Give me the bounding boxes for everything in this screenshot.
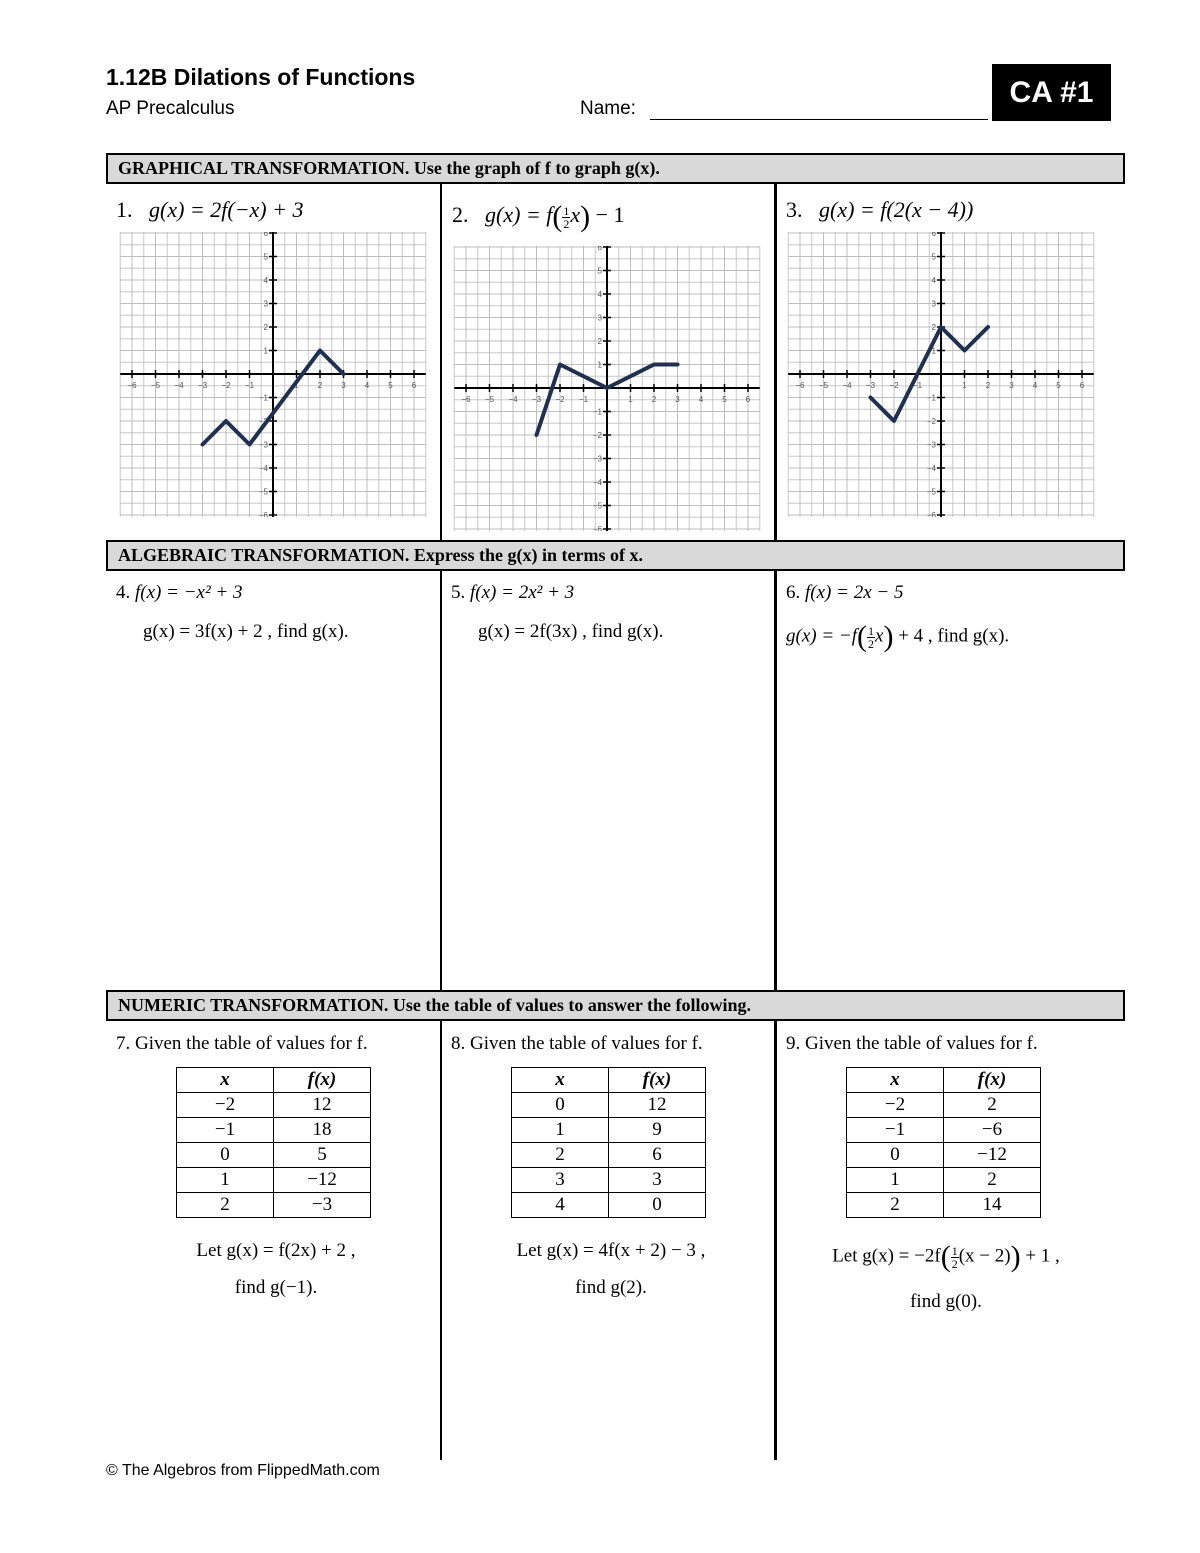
table-header-row [847, 1068, 1041, 1093]
column-divider [774, 182, 777, 540]
x-tick-label: 6 [1079, 381, 1085, 390]
y-tick-label: −2 [592, 431, 602, 440]
y-tick-label: 2 [597, 337, 602, 346]
y-tick-label: 6 [597, 246, 602, 252]
name-label: Name: [580, 98, 636, 119]
table-header-cell: x [847, 1068, 944, 1093]
table-header-cell: x [512, 1068, 609, 1093]
x-tick-label: −1 [578, 395, 589, 404]
y-tick-label: −2 [258, 417, 268, 426]
table-cell: 14 [944, 1193, 1041, 1218]
fraction: $\frac{1}{2}$ [951, 1243, 958, 1271]
values-table-7 [176, 1067, 371, 1218]
table-cell: 1 [847, 1168, 944, 1193]
y-tick-label: 4 [931, 276, 936, 285]
column-divider [774, 569, 777, 990]
x-tick-label: 3 [1009, 381, 1014, 390]
table-row [177, 1118, 371, 1143]
equation-part: x [875, 625, 884, 647]
table-cell: 1 [177, 1168, 274, 1193]
y-tick-label: −4 [926, 464, 936, 473]
problem-5 [451, 582, 574, 604]
table-header-cell: f(x) [609, 1068, 706, 1093]
y-tick-label: −5 [258, 487, 268, 497]
table-cell: 9 [609, 1118, 706, 1143]
problem-text: Given the table of values for f. [470, 1033, 703, 1054]
table-cell: 2 [944, 1093, 1041, 1118]
y-tick-label: 6 [931, 232, 936, 238]
table-cell: −2 [847, 1093, 944, 1118]
table-cell: −12 [944, 1143, 1041, 1168]
table-row [177, 1168, 371, 1193]
problem-4 [116, 582, 242, 604]
table-row [512, 1143, 706, 1168]
section-algebraic: ALGEBRAIC TRANSFORMATION. Express the g(x) in terms of x. [106, 540, 1125, 571]
table-row [512, 1118, 706, 1143]
y-tick-label: 3 [263, 299, 268, 309]
graph-problem-1[interactable] [118, 232, 428, 517]
x-tick-label: −2 [889, 381, 899, 390]
table-cell: 12 [274, 1093, 371, 1118]
x-tick-label: −5 [150, 381, 161, 390]
problem-9 [786, 1033, 1038, 1055]
section-graphical: GRAPHICAL TRANSFORMATION. Use the graph of f to graph g(x). [106, 153, 1125, 184]
y-tick-label: 2 [931, 323, 936, 332]
y-tick-label: 4 [597, 290, 602, 299]
column-divider [440, 182, 442, 540]
problem-8-find: find g(2). [575, 1277, 647, 1298]
y-tick-label: −3 [592, 454, 602, 464]
y-tick-label: −6 [926, 511, 936, 517]
y-tick-label: −6 [258, 511, 268, 517]
x-tick-label: 6 [745, 395, 751, 404]
table-row [847, 1168, 1041, 1193]
table-cell: 2 [944, 1168, 1041, 1193]
y-tick-label: −3 [258, 440, 268, 450]
y-tick-label: 5 [263, 252, 268, 262]
x-tick-label: 4 [1032, 381, 1038, 390]
problem-8 [451, 1033, 703, 1055]
x-tick-label: 2 [651, 395, 657, 404]
problem-1 [116, 197, 303, 223]
table-cell: −3 [274, 1193, 371, 1218]
problem-6 [786, 582, 903, 604]
table-row [847, 1143, 1041, 1168]
x-tick-label: −4 [174, 381, 184, 390]
ca-badge: CA #1 [992, 64, 1111, 121]
table-row [847, 1118, 1041, 1143]
equation-part: Let g(x) = −2f [832, 1245, 941, 1267]
given-function: f(x) = −x² + 3 [135, 582, 243, 603]
x-tick-label: 4 [698, 395, 704, 404]
y-tick-label: −1 [592, 407, 602, 417]
problem-8-let: Let g(x) = 4f(x + 2) − 3 , [516, 1240, 706, 1261]
equation-part: x [570, 202, 581, 228]
table-header-row [177, 1068, 371, 1093]
table-cell: 4 [512, 1193, 609, 1218]
table-cell: 2 [847, 1193, 944, 1218]
x-tick-label: −4 [508, 395, 518, 404]
y-tick-label: 2 [263, 323, 268, 332]
worksheet-title: 1.12B Dilations of Functions [106, 64, 416, 90]
table-cell: 0 [609, 1193, 706, 1218]
problem-5-task: g(x) = 2f(3x) , find g(x). [478, 621, 664, 642]
y-tick-label: −1 [258, 393, 268, 403]
equation-part: − 1 [595, 202, 625, 228]
values-table-9 [846, 1067, 1041, 1218]
problem-number: 7. [116, 1033, 131, 1054]
y-tick-label: −6 [592, 525, 602, 531]
table-cell: −12 [274, 1168, 371, 1193]
table-cell: 6 [609, 1143, 706, 1168]
problem-number: 5. [451, 582, 466, 603]
table-cell: 0 [177, 1143, 274, 1168]
x-tick-label: 2 [317, 381, 323, 390]
problem-3 [786, 197, 973, 223]
x-tick-label: −1 [912, 381, 923, 390]
given-function: f(x) = 2x − 5 [805, 582, 904, 603]
equation-part: g(x) = f [485, 202, 553, 228]
y-tick-label: −2 [926, 417, 936, 426]
x-tick-label: −3 [865, 381, 876, 390]
table-row [512, 1193, 706, 1218]
table-cell: 18 [274, 1118, 371, 1143]
column-divider [774, 1019, 777, 1460]
table-row [177, 1093, 371, 1118]
problem-9-let: Let g(x) = −2f( $\frac{1}{2}$ (x − 2)) + 1 , [832, 1240, 1060, 1273]
problem-text: Given the table of values for f. [135, 1033, 368, 1054]
problem-text: Given the table of values for f. [805, 1033, 1038, 1054]
table-cell: −1 [847, 1118, 944, 1143]
problem-number: 3. [786, 197, 803, 222]
y-tick-label: 5 [931, 252, 936, 262]
problem-9-find: find g(0). [910, 1291, 982, 1312]
x-tick-label: 5 [1056, 381, 1061, 390]
x-tick-label: 2 [985, 381, 991, 390]
problem-number: 9. [786, 1033, 801, 1054]
x-tick-label: 4 [364, 381, 370, 390]
y-tick-label: 1 [931, 346, 936, 356]
table-cell: −2 [177, 1093, 274, 1118]
fraction: $\frac{1}{2}$ [868, 623, 875, 651]
x-tick-label: −4 [842, 381, 852, 390]
table-row [177, 1143, 371, 1168]
table-row [847, 1093, 1041, 1118]
x-tick-label: −5 [484, 395, 495, 404]
problem-number: 4. [116, 582, 131, 603]
x-tick-label: −2 [555, 395, 565, 404]
y-tick-label: 1 [597, 360, 602, 370]
x-tick-label: −3 [197, 381, 208, 390]
problem-number: 2. [452, 202, 469, 228]
y-tick-label: −5 [926, 487, 936, 497]
section-numeric: NUMERIC TRANSFORMATION. Use the table of values to answer the following. [106, 990, 1125, 1021]
table-header-cell: f(x) [274, 1068, 371, 1093]
problem-7-let: Let g(x) = f(2x) + 2 , [196, 1240, 356, 1261]
x-tick-label: 1 [294, 381, 299, 390]
problem-6-task: g(x) = −f( $\frac{1}{2}$ x) + 4 , find g(x). [786, 620, 1010, 653]
x-tick-label: 3 [341, 381, 346, 390]
table-cell: −1 [177, 1118, 274, 1143]
problem-2: 2. g(x) = f( $\frac{1}{2}$ x) − 1 [452, 200, 625, 233]
table-cell: 1 [512, 1118, 609, 1143]
problem-number: 1. [116, 197, 133, 222]
x-tick-label: −6 [127, 381, 137, 390]
x-tick-label: −2 [221, 381, 231, 390]
table-cell: 3 [609, 1168, 706, 1193]
values-table-8 [511, 1067, 706, 1218]
problem-number: 8. [451, 1033, 466, 1054]
copyright-footer: © The Algebros from FlippedMath.com [106, 1462, 380, 1479]
x-tick-label: 6 [411, 381, 417, 390]
graph-problem-2[interactable] [452, 246, 762, 531]
table-row [512, 1168, 706, 1193]
equation-part: + 1 , [1025, 1245, 1060, 1267]
x-tick-label: −6 [461, 395, 471, 404]
course-name: AP Precalculus [106, 98, 235, 119]
table-cell: 5 [274, 1143, 371, 1168]
y-tick-label: −5 [592, 501, 602, 511]
x-tick-label: −6 [795, 381, 805, 390]
y-tick-label: −4 [592, 478, 602, 487]
table-cell: 12 [609, 1093, 706, 1118]
y-tick-label: 1 [263, 346, 268, 356]
given-function: f(x) = 2x² + 3 [470, 582, 575, 603]
y-tick-label: 6 [263, 232, 268, 238]
table-row [847, 1193, 1041, 1218]
x-tick-label: 1 [628, 395, 633, 404]
x-tick-label: 5 [722, 395, 727, 404]
table-cell: −6 [944, 1118, 1041, 1143]
table-cell: 3 [512, 1168, 609, 1193]
y-tick-label: 5 [597, 266, 602, 276]
table-cell: 0 [512, 1093, 609, 1118]
equation-part: + 4 , find g(x). [898, 625, 1010, 647]
table-cell: 0 [847, 1143, 944, 1168]
y-tick-label: −3 [926, 440, 936, 450]
y-tick-label: −1 [926, 393, 936, 403]
table-row [512, 1093, 706, 1118]
table-row [177, 1193, 371, 1218]
equation-part: (x − 2) [958, 1245, 1011, 1267]
y-tick-label: 4 [263, 276, 268, 285]
y-tick-label: −4 [258, 464, 268, 473]
x-tick-label: 1 [962, 381, 967, 390]
table-cell: 2 [512, 1143, 609, 1168]
fraction: $\frac{1}{2}$ [563, 203, 570, 231]
name-field[interactable] [650, 119, 988, 120]
x-tick-label: −3 [531, 395, 542, 404]
problem-equation: g(x) = 2f(−x) + 3 [149, 197, 304, 222]
y-tick-label: 3 [931, 299, 936, 309]
column-divider [440, 569, 442, 990]
y-tick-label: 3 [597, 313, 602, 323]
x-tick-label: −1 [244, 381, 255, 390]
table-cell: 2 [177, 1193, 274, 1218]
table-header-cell: x [177, 1068, 274, 1093]
problem-4-task: g(x) = 3f(x) + 2 , find g(x). [143, 621, 349, 642]
equation-part: g(x) = −f [786, 625, 858, 647]
problem-equation: g(x) = f(2(x − 4)) [819, 197, 974, 222]
column-divider [440, 1019, 442, 1460]
x-tick-label: 3 [675, 395, 680, 404]
table-header-cell: f(x) [944, 1068, 1041, 1093]
problem-number: 6. [786, 582, 801, 603]
table-header-row [512, 1068, 706, 1093]
problem-7-find: find g(−1). [234, 1277, 318, 1298]
x-tick-label: −5 [818, 381, 829, 390]
problem-7 [116, 1033, 368, 1055]
graph-problem-3[interactable] [786, 232, 1096, 517]
x-tick-label: 5 [388, 381, 393, 390]
